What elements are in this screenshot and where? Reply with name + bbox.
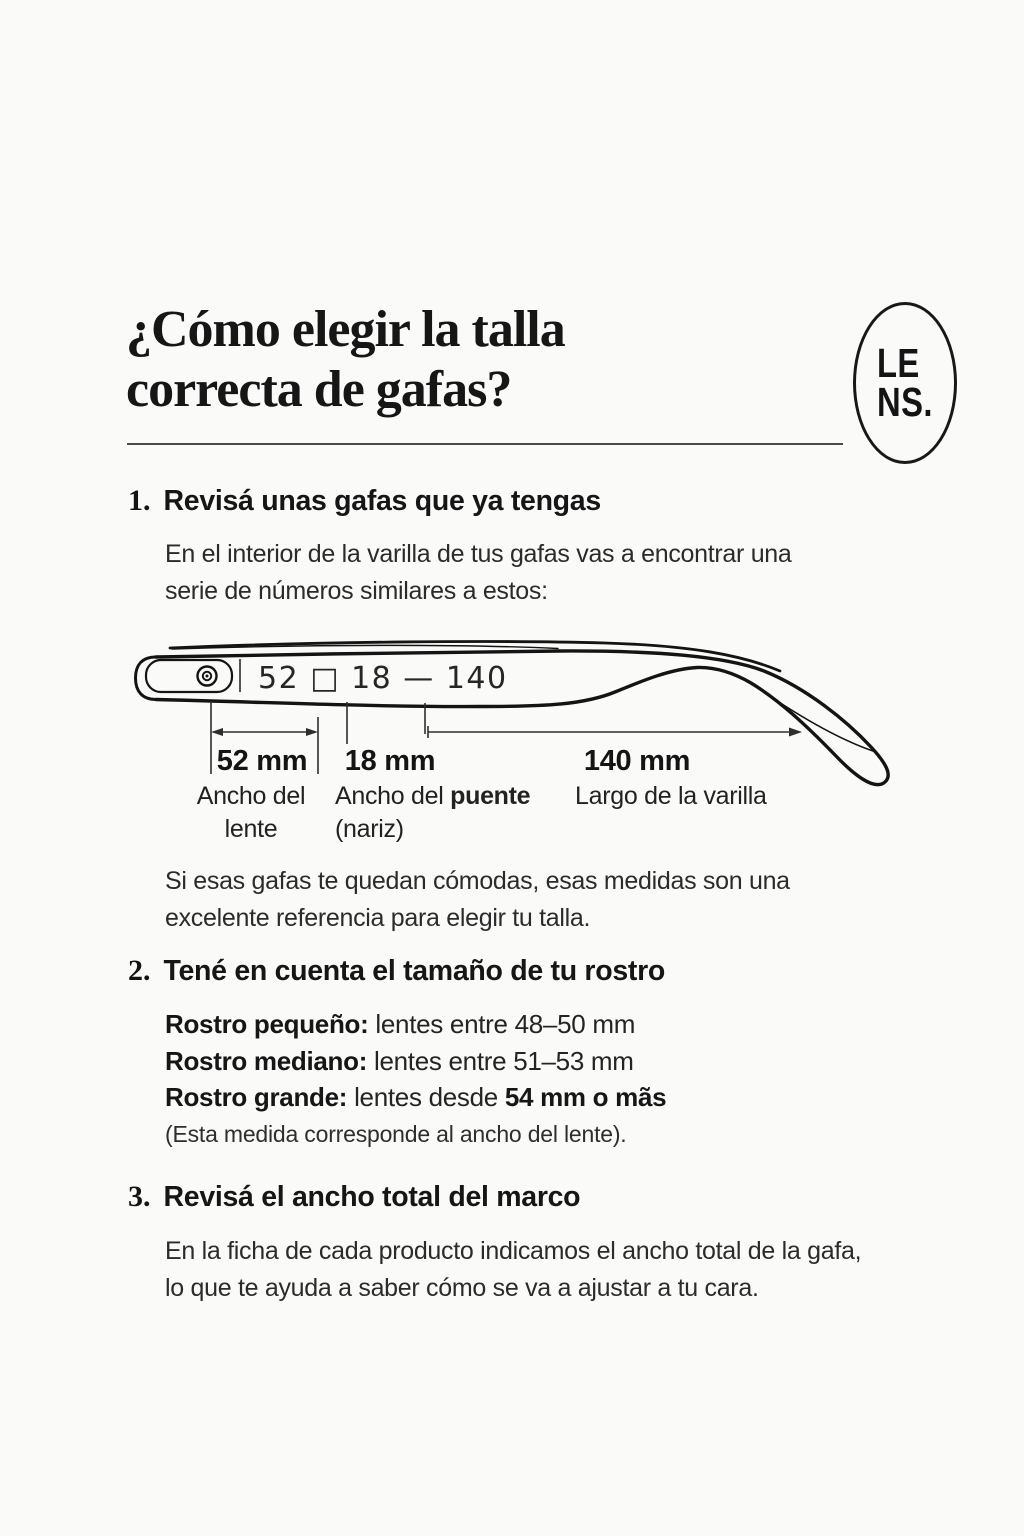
- bridge-width-caption: [335, 782, 531, 810]
- face-size-note: (Esta medida corresponde al ancho del lente).: [165, 1121, 627, 1147]
- brand-logo: [853, 302, 957, 464]
- list-item-label: Rostro mediano:: [165, 1045, 368, 1076]
- list-item: [165, 1079, 666, 1116]
- engraving-text: 52 □ 18 — 140: [258, 661, 508, 696]
- section3-body-line: lo que te ayuda a saber cómo se va a ajustar a tu cara.: [165, 1274, 759, 1302]
- list-item: [165, 1043, 666, 1080]
- list-item-text: lentes desde: [347, 1082, 505, 1112]
- section3-heading-text: Revisá el ancho total del marco: [163, 1181, 581, 1213]
- bridge-caption-regular: Ancho del: [335, 782, 451, 810]
- temple-length-caption: Largo de la varilla: [575, 782, 767, 810]
- section2-heading: [128, 954, 665, 988]
- glasses-temple-diagram: [130, 618, 940, 858]
- page-title-line1: ¿Cómo elegir la talla: [126, 301, 565, 358]
- list-item-label: Rostro pequeño:: [165, 1009, 369, 1039]
- section3-heading: [128, 1180, 580, 1214]
- header-divider: [127, 443, 843, 445]
- glasses-temple-svg: [130, 618, 940, 858]
- section2-heading-text: Tené en cuenta el tamaño de tu rostro: [163, 955, 665, 987]
- section3-number: 3.: [128, 1180, 151, 1213]
- temple-length-value: 140 mm: [583, 745, 691, 777]
- after-diagram-line: excelente referencia para elegir tu talla.: [165, 904, 591, 932]
- page-title-line2: correcta de gafas?: [126, 361, 512, 418]
- bridge-width-caption: (nariz): [335, 815, 404, 843]
- bridge-caption-bold: puente: [450, 782, 531, 810]
- hinge-screw-icon: [206, 675, 209, 678]
- bridge-width-value: 18 mm: [344, 745, 436, 777]
- lens-width-value: 52 mm: [216, 745, 308, 777]
- hinge-plate: [146, 660, 232, 692]
- lens-width-caption: lente: [224, 815, 278, 843]
- section1-body: [165, 536, 792, 610]
- page-title: [126, 300, 565, 420]
- face-size-list: [165, 1006, 666, 1116]
- lens-width-caption: Ancho del: [196, 782, 306, 810]
- section1-body-line: serie de números similares a estos:: [165, 577, 548, 605]
- section1-number: 1.: [128, 484, 151, 517]
- section3-body-line: En la ficha de cada producto indicamos el ancho total de la gafa,: [165, 1237, 862, 1265]
- section1-heading-text: Revisá unas gafas que ya tengas: [163, 485, 601, 517]
- after-diagram-line: Si esas gafas te quedan cómodas, esas medidas son una: [165, 867, 790, 895]
- brand-logo-line2: NS.: [877, 379, 933, 425]
- list-item-text: lentes entre 48–50 mm: [368, 1009, 636, 1039]
- section2-number: 2.: [128, 954, 151, 987]
- section1-after-diagram-text: [165, 863, 790, 937]
- arrow-right-icon: [306, 728, 318, 736]
- list-item-bold-text: 54 mm o mãs: [504, 1082, 667, 1112]
- section3-body: [165, 1233, 861, 1307]
- arrow-right-icon: [789, 728, 802, 737]
- section1-body-line: En el interior de la varilla de tus gafas vas a encontrar una: [165, 540, 792, 568]
- list-item-text: lentes entre 51–53 mm: [367, 1045, 634, 1076]
- arrow-left-icon: [211, 728, 223, 736]
- section1-heading: [128, 484, 601, 518]
- list-item: [165, 1006, 666, 1043]
- brand-logo-line1: LE: [877, 340, 920, 386]
- list-item-label: Rostro grande:: [165, 1082, 348, 1112]
